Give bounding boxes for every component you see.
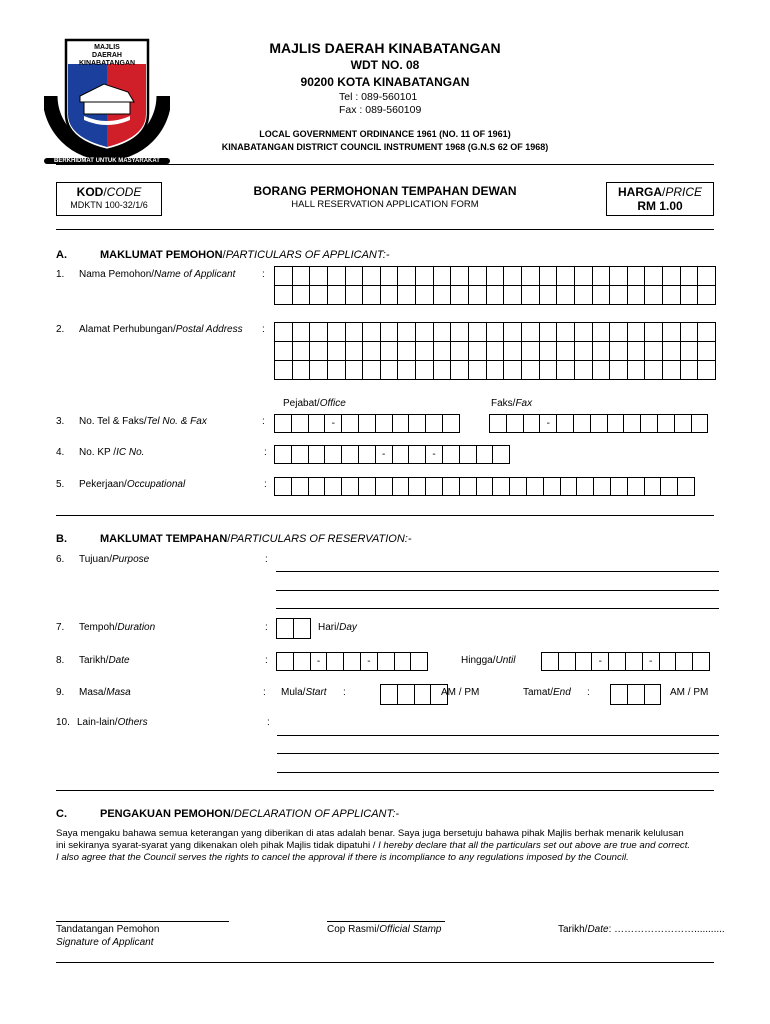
start-colon: : xyxy=(343,687,346,698)
applicant-name-input[interactable] xyxy=(274,266,716,305)
q6-colon: : xyxy=(265,554,268,565)
address-line-1: WDT NO. 08 xyxy=(350,58,420,72)
q4-colon: : xyxy=(264,447,267,458)
day-label: Hari/Day xyxy=(318,622,357,633)
purpose-line-1[interactable] xyxy=(276,571,719,572)
title-divider xyxy=(56,229,714,230)
footer-divider xyxy=(56,962,714,963)
stamp-line[interactable] xyxy=(327,921,445,922)
section-b-divider xyxy=(56,790,714,791)
section-a-letter: A. xyxy=(56,249,67,261)
address-line-2: 90200 KOTA KINABATANGAN xyxy=(300,75,470,89)
code-value: MDKTN 100-32/1/6 xyxy=(70,200,148,210)
ordinance-line-1: LOCAL GOVERNMENT ORDINANCE 1961 (NO. 11 OF 1961) xyxy=(259,129,511,139)
q9-label: Masa/Masa xyxy=(79,687,131,698)
section-b-letter: B. xyxy=(56,533,67,545)
q8-number: 8. xyxy=(56,655,65,666)
start-date-input[interactable]: - - xyxy=(276,652,427,671)
signature-line[interactable] xyxy=(56,921,229,922)
header-divider xyxy=(56,164,714,165)
office-label: Pejabat/Office xyxy=(283,398,346,409)
q9-colon: : xyxy=(263,687,266,698)
q10-label: Lain-lain/Others xyxy=(77,717,148,728)
ordinance-line-2: KINABATANGAN DISTRICT COUNCIL INSTRUMENT 1968 (G.N.S 62 OF 1968) xyxy=(221,142,549,152)
stamp-label: Cop Rasmi/Official Stamp xyxy=(327,924,442,935)
q7-colon: : xyxy=(265,622,268,633)
fax-number-input[interactable]: - xyxy=(489,414,707,433)
q8-colon: : xyxy=(265,655,268,666)
q3-colon: : xyxy=(262,416,265,427)
purpose-line-3[interactable] xyxy=(276,608,719,609)
q7-number: 7. xyxy=(56,622,65,633)
code-label-english: CODE xyxy=(106,185,142,199)
q2-number: 2. xyxy=(56,324,65,335)
fax-number: Fax : 089-560109 xyxy=(339,104,422,116)
fax-label: Faks/Fax xyxy=(491,398,533,409)
price-label: HARGA xyxy=(617,185,662,199)
signature-label-english: Signature of Applicant xyxy=(56,937,154,948)
purpose-line-2[interactable] xyxy=(276,590,719,591)
council-logo xyxy=(44,36,170,174)
ic-number-input[interactable]: - - xyxy=(274,445,509,464)
q3-label: No. Tel & Faks/Tel No. & Fax xyxy=(79,416,207,427)
q10-number: 10. xyxy=(56,717,70,728)
q4-number: 4. xyxy=(56,447,65,458)
signature-label: Tandatangan Pemohon xyxy=(56,924,160,935)
until-label: Hingga/Until xyxy=(461,655,516,666)
duration-input[interactable] xyxy=(276,618,310,639)
q4-label: No. KP /IC No. xyxy=(79,447,145,458)
tel-number: Tel : 089-560101 xyxy=(339,91,418,103)
declaration-text: Saya mengaku bahawa semua keterangan yang diberikan di atas adalah benar. Saya juga bersetuju bahawa pihak Majlis berhak menarik kelulusan ini sekiranya syarat-syarat yang dikenakan oleh pihak Majlis tidak dipatuhi / I hereby declare that all the particulars set out above are true and correct. I also agree that the Council serves the rights to cancel the approval if there is incompliance to any regulations imposed by the Council. xyxy=(56,828,691,863)
section-c-letter: C. xyxy=(56,808,67,820)
q1-label: Nama Pemohon/Name of Applicant xyxy=(79,269,236,280)
logo-text-line-1: MAJLIS xyxy=(94,44,120,51)
logo-text-line-3: KINABATANGAN xyxy=(78,60,136,67)
section-a-divider xyxy=(56,515,714,516)
office-tel-input[interactable]: - xyxy=(274,414,459,433)
q6-label: Tujuan/Purpose xyxy=(79,554,150,565)
q8-label: Tarikh/Date xyxy=(79,655,130,666)
logo-ring-text: BERKHIDMAT UNTUK MASYARAKAT xyxy=(44,158,170,164)
section-b-title: MAKLUMAT TEMPAHAN/PARTICULARS OF RESERVATION:- xyxy=(100,533,412,545)
price-box: HARGA/PRICE RM 1.00 xyxy=(606,182,714,216)
others-line-3[interactable] xyxy=(277,772,719,773)
q5-label: Pekerjaan/Occupational xyxy=(79,479,186,490)
q1-number: 1. xyxy=(56,269,65,280)
org-name: MAJLIS DAERAH KINABATANGAN xyxy=(269,40,501,56)
q5-number: 5. xyxy=(56,479,65,490)
code-box: KOD/CODE MDKTN 100-32/1/6 xyxy=(56,182,162,216)
end-colon: : xyxy=(587,687,590,698)
date-label[interactable]: Tarikh/Date: ……………………........... xyxy=(558,924,725,935)
end-label: Tamat/End xyxy=(523,687,571,698)
q10-colon: : xyxy=(267,717,270,728)
q6-number: 6. xyxy=(56,554,65,565)
q1-colon: : xyxy=(262,269,265,280)
section-a-title: MAKLUMAT PEMOHON/PARTICULARS OF APPLICANT:- xyxy=(100,249,390,261)
section-c-title: PENGAKUAN PEMOHON/DECLARATION OF APPLICANT:- xyxy=(100,808,400,820)
form-subtitle: HALL RESERVATION APPLICATION FORM xyxy=(291,199,479,210)
price-label-english: PRICE xyxy=(665,185,703,199)
code-label: KOD xyxy=(76,185,104,199)
end-time-input[interactable] xyxy=(610,684,660,705)
q5-colon: : xyxy=(264,479,267,490)
logo-text-line-2: DAERAH xyxy=(92,52,122,59)
start-ampm[interactable]: AM / PM xyxy=(441,687,480,698)
form-title: BORANG PERMOHONAN TEMPAHAN DEWAN xyxy=(253,184,517,198)
q2-colon: : xyxy=(262,324,265,335)
start-time-input[interactable] xyxy=(380,684,447,705)
q7-label: Tempoh/Duration xyxy=(79,622,156,633)
others-line-1[interactable] xyxy=(277,735,719,736)
q3-number: 3. xyxy=(56,416,65,427)
q9-number: 9. xyxy=(56,687,65,698)
q2-label: Alamat Perhubungan/Postal Address xyxy=(79,324,243,335)
end-date-input[interactable]: - - xyxy=(541,652,709,671)
others-line-2[interactable] xyxy=(277,753,719,754)
start-label: Mula/Start xyxy=(281,687,327,698)
occupation-input[interactable] xyxy=(274,477,694,496)
price-value: RM 1.00 xyxy=(637,199,683,213)
postal-address-input[interactable] xyxy=(274,322,716,380)
end-ampm[interactable]: AM / PM xyxy=(670,687,709,698)
